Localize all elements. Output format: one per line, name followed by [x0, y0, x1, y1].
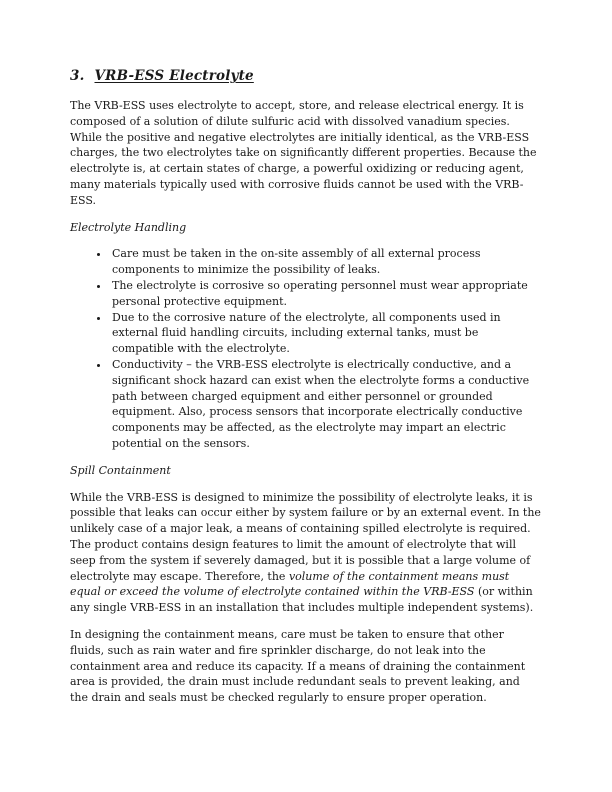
text-run-italic: volume of the containment means must equal or exceed the volume of electrolyte contained within the VRB-ESS: [70, 569, 510, 599]
section-number: 3.: [70, 68, 85, 84]
section-title: VRB-ESS Electrolyte: [94, 68, 254, 84]
list-item: • Due to the corrosive nature of the electrolyte, all components used in external fluid handling circuits, including external tanks, must be compatible with the electrolyte.: [110, 310, 541, 357]
subheading-spill-containment: Spill Containment: [70, 463, 171, 477]
list-item: • The electrolyte is corrosive so operating personnel must wear appropriate personal protective equipment.: [110, 278, 541, 310]
text-run: (or within any single VRB-ESS in an installation that includes multiple independent systems).: [70, 585, 534, 615]
list-item: • Care must be taken in the on-site assembly of all external process components to minimize the possibility of leaks.: [110, 246, 541, 278]
list-item: • Conductivity – the VRB-ESS electrolyte is electrically conductive, and a significant shock hazard can exist when the electrolyte forms a conductive path between charged equipment and either personnel or grounded equipment. Also, process sensors that incorporate electrically conductive components may be affected, as the electrolyte may impart an electric potential on the sensors.: [110, 357, 541, 452]
subheading-electrolyte-handling: Electrolyte Handling: [70, 220, 187, 234]
paragraph-design: In designing the containment means, care must be taken to ensure that other fluids, such as rain water and fire sprinkler discharge, do not leak into the containment area and reduce its capacity. If a means of draining the containment area is provided, the drain must include redundant seals to prevent leaking, and the drain and seals must be checked regularly to ensure proper operation.: [70, 627, 526, 705]
paragraph-containment: [70, 490, 541, 616]
text-run: While the VRB-ESS is designed to minimize the possibility of electrolyte leaks, it is possible that leaks can occur either by system failure or by an external event. In the unlikely case of a major leak, a means of containing spilled electrolyte is required. The product contains design features to limit the amount of electrolyte that will seep from the system if severely damaged, but it is possible that a large volume of electrolyte may escape. Therefore, the: [70, 490, 541, 583]
paragraph-intro: The VRB-ESS uses electrolyte to accept, store, and release electrical energy. It is composed of a solution of dilute sulfuric acid with dissolved vanadium species. While the positive and negative electrolytes are initially identical, as the VRB-ESS charges, the two electrolytes take on significantly different properties. Because the electrolyte is, at certain states of charge, a powerful oxidizing or reducing agent, many materials typically used with corrosive fluids cannot be used with the VRB-ESS.: [70, 99, 537, 207]
bullet-list: [70, 246, 541, 451]
section-heading: [70, 68, 541, 85]
